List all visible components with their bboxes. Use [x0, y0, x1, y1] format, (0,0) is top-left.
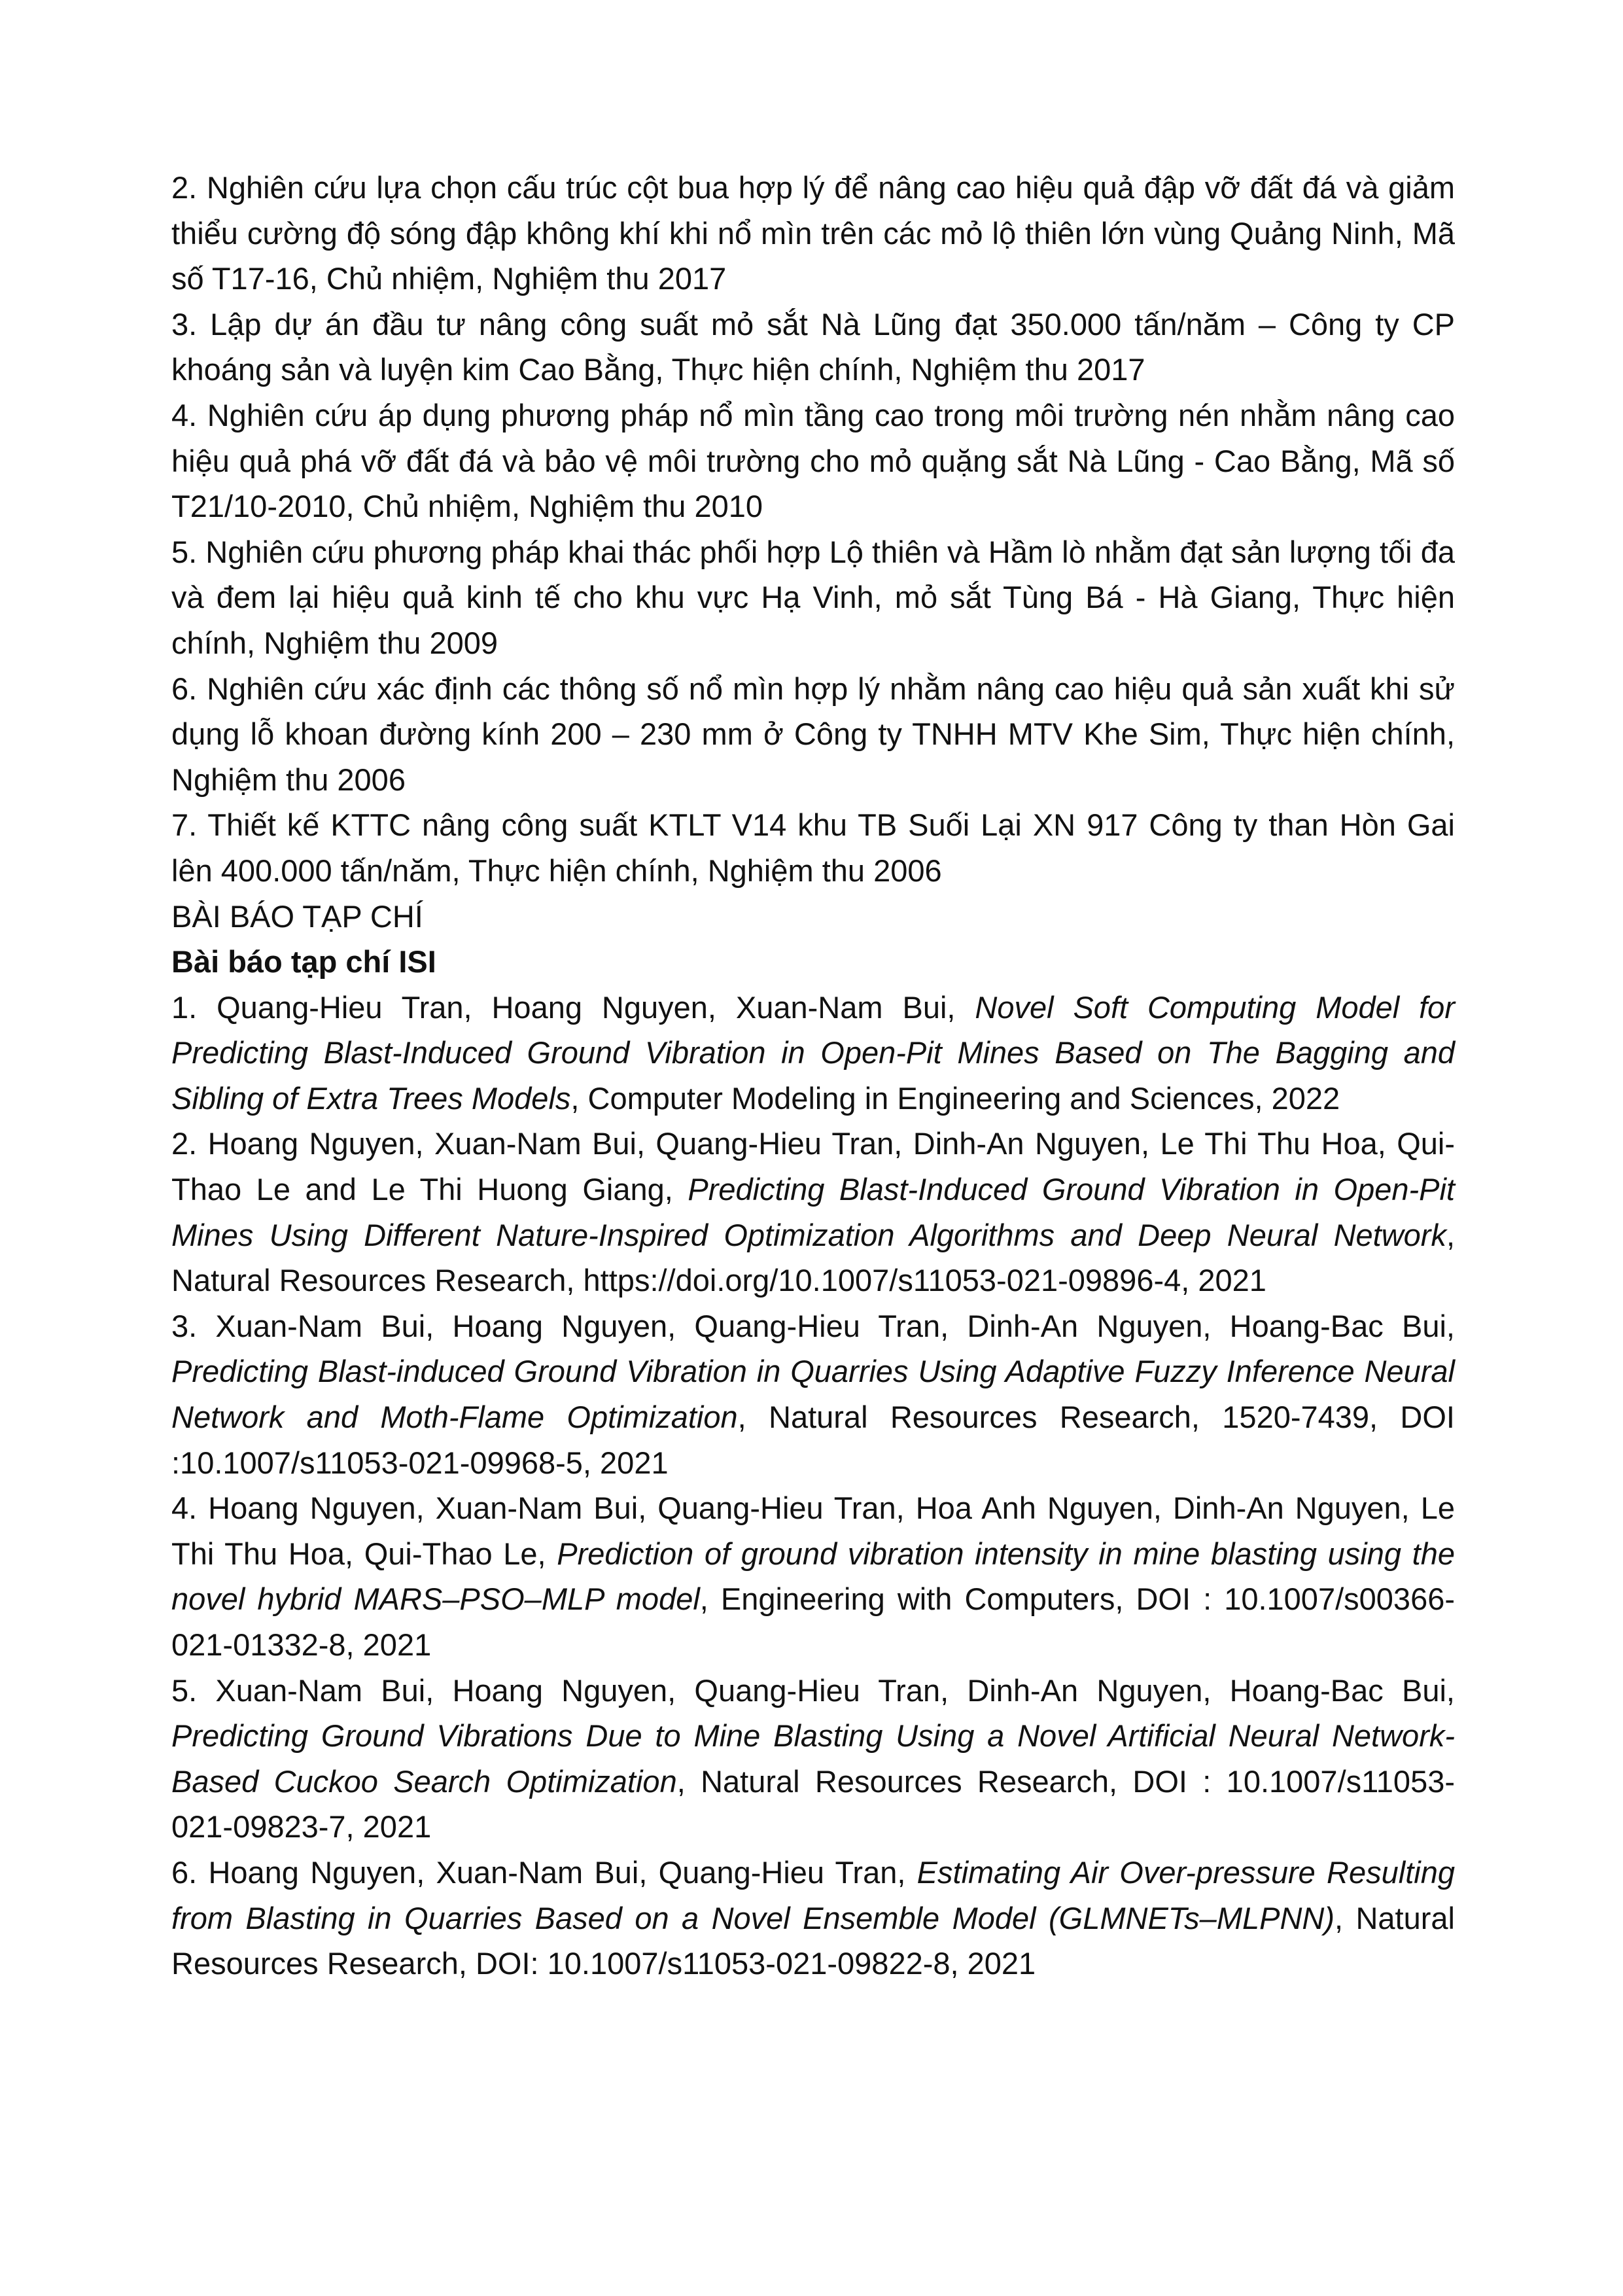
project-item-7: 7. Thiết kế KTTC nâng công suất KTLT V14 khu TB Suối Lại XN 917 Công ty than Hòn Gai lên 400.000 tấn/năm, Thực hiện chính, Nghiệm thu 2006 [171, 807, 1455, 888]
project-item-2: 2. Nghiên cứu lựa chọn cấu trúc cột bua hợp lý để nâng cao hiệu quả đập vỡ đất đá và giảm thiểu cường độ sóng đập không khí khi nổ mìn trên các mỏ lộ thiên lớn vùng Quảng Ninh, Mã số T17-16, Chủ nhiệm, Nghiệm thu 2017 [171, 170, 1455, 296]
article-title: Prediction of ground vibration intensity in mine blasting using the novel hybrid MARS–PSO–MLP model [171, 1536, 1455, 1617]
subsection-heading: Bài báo tạp chí ISI [171, 944, 436, 980]
article-title: Estimating Air Over-pressure Resulting from Blasting in Quarries Based on a Novel Ensemble Model (GLMNETs–MLPNN) [171, 1854, 1455, 1935]
article-authors: 1. Quang-Hieu Tran, Hoang Nguyen, Xuan-Nam Bui, [171, 989, 975, 1025]
article-authors: 3. Xuan-Nam Bui, Hoang Nguyen, Quang-Hieu Tran, Dinh-An Nguyen, Hoang-Bac Bui, [171, 1308, 1455, 1343]
article-title: Predicting Blast-Induced Ground Vibration in Open-Pit Mines Using Different Nature-Inspired Optimization Algorithms and Deep Neural Network [171, 1172, 1455, 1252]
article-title: Predicting Ground Vibrations Due to Mine Blasting Using a Novel Artificial Neural Network-Based Cuckoo Search Optimization [171, 1718, 1455, 1799]
document-page [171, 165, 1455, 1987]
article-item-2 [171, 1121, 1455, 1303]
article-item-3 [171, 1303, 1455, 1485]
article-authors: 4. Hoang Nguyen, Xuan-Nam Bui, Quang-Hieu Tran, Hoa Anh Nguyen, Dinh-An Nguyen, Le Thi Thu Hoa, Qui-Thao Le, [171, 1491, 1455, 1571]
article-source: , Computer Modeling in Engineering and Sciences, 2022 [570, 1080, 1340, 1116]
project-item-3: 3. Lập dự án đầu tư nâng công suất mỏ sắt Nà Lũng đạt 350.000 tấn/năm – Công ty CP khoáng sản và luyện kim Cao Bằng, Thực hiện chính, Nghiệm thu 2017 [171, 306, 1455, 387]
article-authors: 2. Hoang Nguyen, Xuan-Nam Bui, Quang-Hieu Tran, Dinh-An Nguyen, Le Thi Thu Hoa, Qui-Thao Le and Le Thi Huong Giang, [171, 1126, 1455, 1207]
article-source: , Natural Resources Research, DOI : 10.1007/s11053-021-09823-7, 2021 [171, 1763, 1455, 1845]
article-source: , Natural Resources Research, DOI: 10.1007/s11053-021-09822-8, 2021 [171, 1900, 1455, 1981]
article-item-5 [171, 1668, 1455, 1850]
project-item-5: 5. Nghiên cứu phương pháp khai thác phối hợp Lộ thiên và Hầm lò nhằm đạt sản lượng tối đa và đem lại hiệu quả kinh tế cho khu vực Hạ Vinh, mỏ sắt Tùng Bá - Hà Giang, Thực hiện chính, Nghiệm thu 2009 [171, 534, 1455, 660]
article-source: , Engineering with Computers, DOI : 10.1007/s00366-021-01332-8, 2021 [171, 1581, 1455, 1662]
project-item-4: 4. Nghiên cứu áp dụng phương pháp nổ mìn tầng cao trong môi trường nén nhằm nâng cao hiệu quả phá vỡ đất đá và bảo vệ môi trường cho mỏ quặng sắt Nà Lũng - Cao Bằng, Mã số T21/10-2010, Chủ nhiệm, Nghiệm thu 2010 [171, 397, 1455, 524]
section-heading: BÀI BÁO TẠP CHÍ [171, 898, 423, 934]
article-item-4 [171, 1485, 1455, 1667]
article-item-1 [171, 985, 1455, 1122]
article-authors: 6. Hoang Nguyen, Xuan-Nam Bui, Quang-Hieu Tran, [171, 1854, 917, 1890]
article-source: , Natural Resources Research, https://doi.org/10.1007/s11053-021-09896-4, 2021 [171, 1217, 1455, 1298]
article-title: Novel Soft Computing Model for Predicting Blast-Induced Ground Vibration in Open-Pit Mines Based on The Bagging and Sibling of Extra Trees Models [171, 989, 1455, 1116]
article-authors: 5. Xuan-Nam Bui, Hoang Nguyen, Quang-Hieu Tran, Dinh-An Nguyen, Hoang-Bac Bui, [171, 1672, 1455, 1708]
article-title: Predicting Blast-induced Ground Vibration in Quarries Using Adaptive Fuzzy Inference Neural Network and Moth-Flame Optimization [171, 1354, 1455, 1435]
article-item-6 [171, 1850, 1455, 1987]
project-item-6: 6. Nghiên cứu xác định các thông số nổ mìn hợp lý nhằm nâng cao hiệu quả sản xuất khi sử dụng lỗ khoan đường kính 200 – 230 mm ở Công ty TNHH MTV Khe Sim, Thực hiện chính, Nghiệm thu 2006 [171, 671, 1455, 797]
article-source: , Natural Resources Research, 1520-7439, DOI :10.1007/s11053-021-09968-5, 2021 [171, 1400, 1455, 1480]
